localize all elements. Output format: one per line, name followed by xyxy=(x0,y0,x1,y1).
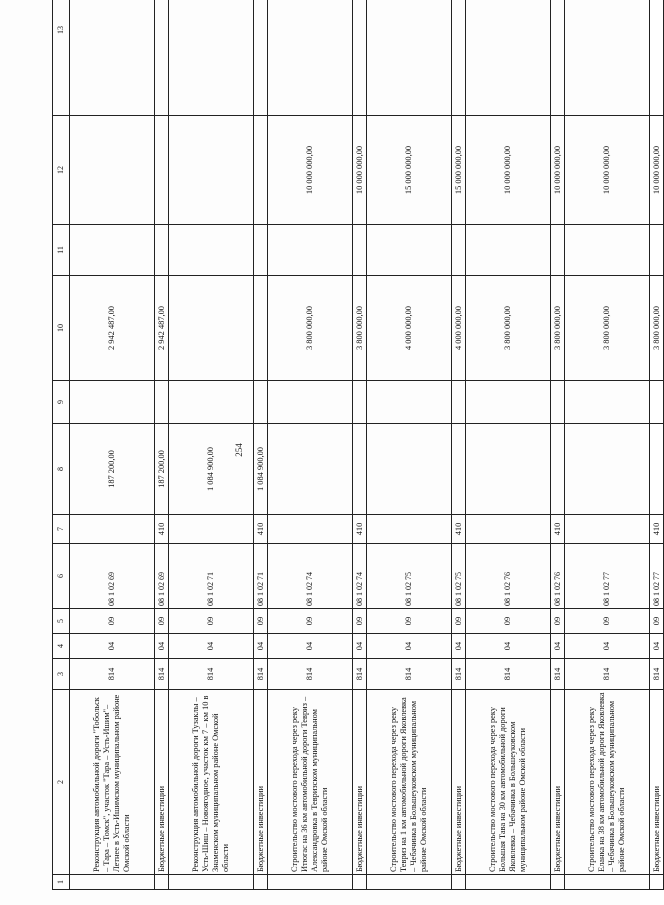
budget-table-body xyxy=(53,0,664,890)
header-cell: 13 xyxy=(53,0,70,116)
value-cell: 09 xyxy=(70,609,155,634)
row-name-cell: Строительство мостового перехода через реку Тевриз на 1 км автомобильной дороги Яковлевка – Чебачинка в Большеуковском муниципальном районе Омской области xyxy=(367,690,452,875)
value-cell: 09 xyxy=(254,609,268,634)
header-cell: 11 xyxy=(53,225,70,276)
value-cell xyxy=(268,0,353,116)
value-cell: 08 1 02 76 xyxy=(466,544,551,609)
value-cell: 04 xyxy=(70,634,155,659)
value-cell: 814 xyxy=(169,659,254,690)
value-cell: 04 xyxy=(452,634,466,659)
index-cell xyxy=(155,875,169,890)
row-name-cell: Бюджетные инвестиции xyxy=(353,690,367,875)
budget-table xyxy=(52,0,664,890)
index-cell xyxy=(367,875,452,890)
value-cell: 09 xyxy=(268,609,353,634)
value-cell xyxy=(169,0,254,116)
header-cell: 12 xyxy=(53,116,70,225)
value-cell xyxy=(650,225,664,276)
value-cell: 09 xyxy=(650,609,664,634)
value-cell xyxy=(353,225,367,276)
value-cell: 814 xyxy=(452,659,466,690)
value-cell xyxy=(466,515,551,544)
value-cell xyxy=(169,276,254,381)
value-cell: 08 1 02 77 xyxy=(565,544,650,609)
investment-row xyxy=(353,0,367,890)
value-cell xyxy=(452,0,466,116)
value-cell xyxy=(452,381,466,424)
value-cell: 814 xyxy=(155,659,169,690)
value-cell xyxy=(565,0,650,116)
page-number: 254 xyxy=(234,443,244,457)
value-cell xyxy=(466,0,551,116)
value-cell: 410 xyxy=(254,515,268,544)
value-cell: 814 xyxy=(268,659,353,690)
value-cell: 04 xyxy=(254,634,268,659)
value-cell xyxy=(650,381,664,424)
value-cell: 15 000 000,00 xyxy=(367,116,452,225)
value-cell xyxy=(466,381,551,424)
header-cell: 2 xyxy=(53,690,70,875)
value-cell xyxy=(367,0,452,116)
value-cell: 04 xyxy=(169,634,254,659)
row-name-cell: Строительство мостового перехода через реку Еланка на 38 км автомобильной дороги Яковлевка – Чебачинка в Большеуковском муниципальном районе Омской области xyxy=(565,690,650,875)
value-cell xyxy=(367,424,452,515)
row-name-cell: Бюджетные инвестиции xyxy=(452,690,466,875)
value-cell: 04 xyxy=(353,634,367,659)
value-cell xyxy=(353,424,367,515)
value-cell: 09 xyxy=(466,609,551,634)
value-cell: 09 xyxy=(155,609,169,634)
value-cell xyxy=(367,381,452,424)
value-cell xyxy=(155,0,169,116)
header-cell: 1 xyxy=(53,875,70,890)
value-cell: 08 1 02 71 xyxy=(169,544,254,609)
value-cell xyxy=(650,0,664,116)
rotated-table-container xyxy=(52,10,661,890)
value-cell: 08 1 02 69 xyxy=(70,544,155,609)
value-cell xyxy=(565,515,650,544)
value-cell xyxy=(268,381,353,424)
value-cell: 814 xyxy=(551,659,565,690)
value-cell xyxy=(254,116,268,225)
value-cell xyxy=(70,381,155,424)
value-cell: 09 xyxy=(452,609,466,634)
value-cell: 08 1 02 74 xyxy=(353,544,367,609)
value-cell xyxy=(70,225,155,276)
value-cell xyxy=(466,424,551,515)
project-row xyxy=(565,0,650,890)
index-cell xyxy=(565,875,650,890)
value-cell xyxy=(268,424,353,515)
value-cell: 410 xyxy=(353,515,367,544)
value-cell: 187 200,00 xyxy=(70,424,155,515)
value-cell: 09 xyxy=(367,609,452,634)
index-cell xyxy=(169,875,254,890)
value-cell: 3 800 000,00 xyxy=(551,276,565,381)
value-cell: 1 084 900,00 xyxy=(254,424,268,515)
value-cell xyxy=(169,381,254,424)
project-row xyxy=(268,0,353,890)
value-cell: 09 xyxy=(551,609,565,634)
value-cell: 814 xyxy=(353,659,367,690)
value-cell xyxy=(70,116,155,225)
row-name-cell: Строительство мостового перехода через реку Большая Тава на 30 км автомобильной дороги Яковлевка – Чебачинка в Большеуковском муниципальном районе Омской области xyxy=(466,690,551,875)
value-cell xyxy=(551,381,565,424)
value-cell: 814 xyxy=(466,659,551,690)
value-cell xyxy=(551,424,565,515)
value-cell: 4 000 000,00 xyxy=(367,276,452,381)
value-cell: 10 000 000,00 xyxy=(650,116,664,225)
value-cell: 3 800 000,00 xyxy=(466,276,551,381)
value-cell: 3 800 000,00 xyxy=(353,276,367,381)
value-cell: 410 xyxy=(452,515,466,544)
value-cell: 04 xyxy=(268,634,353,659)
value-cell: 04 xyxy=(155,634,169,659)
value-cell: 04 xyxy=(650,634,664,659)
index-cell xyxy=(551,875,565,890)
value-cell xyxy=(70,0,155,116)
project-row xyxy=(169,0,254,890)
project-row xyxy=(466,0,551,890)
value-cell: 2 942 487,00 xyxy=(155,276,169,381)
value-cell xyxy=(155,116,169,225)
row-name-cell: Бюджетные инвестиции xyxy=(155,690,169,875)
value-cell: 04 xyxy=(466,634,551,659)
value-cell: 04 xyxy=(551,634,565,659)
value-cell: 410 xyxy=(650,515,664,544)
value-cell xyxy=(551,0,565,116)
value-cell xyxy=(367,225,452,276)
value-cell: 410 xyxy=(551,515,565,544)
value-cell xyxy=(70,515,155,544)
value-cell: 410 xyxy=(155,515,169,544)
value-cell: 08 1 02 71 xyxy=(254,544,268,609)
value-cell: 08 1 02 75 xyxy=(452,544,466,609)
investment-row xyxy=(452,0,466,890)
value-cell xyxy=(565,225,650,276)
value-cell xyxy=(353,0,367,116)
header-cell: 6 xyxy=(53,544,70,609)
row-name-cell: Бюджетные инвестиции xyxy=(254,690,268,875)
investment-row xyxy=(155,0,169,890)
value-cell xyxy=(254,381,268,424)
value-cell xyxy=(650,424,664,515)
value-cell xyxy=(254,276,268,381)
value-cell: 814 xyxy=(70,659,155,690)
project-row xyxy=(70,0,155,890)
value-cell: 10 000 000,00 xyxy=(268,116,353,225)
value-cell xyxy=(155,381,169,424)
value-cell: 10 000 000,00 xyxy=(551,116,565,225)
value-cell: 10 000 000,00 xyxy=(466,116,551,225)
value-cell xyxy=(353,381,367,424)
value-cell: 08 1 02 74 xyxy=(268,544,353,609)
value-cell: 10 000 000,00 xyxy=(353,116,367,225)
value-cell xyxy=(155,225,169,276)
value-cell: 10 000 000,00 xyxy=(565,116,650,225)
value-cell: 814 xyxy=(367,659,452,690)
value-cell xyxy=(551,225,565,276)
value-cell: 08 1 02 76 xyxy=(551,544,565,609)
value-cell xyxy=(452,225,466,276)
row-name-cell: Строительство мостового перехода через реку Итюгас на 36 км автомобильной дороги Тевриз – Александровка в Тевризском муниципальном районе Омской области xyxy=(268,690,353,875)
value-cell: 04 xyxy=(367,634,452,659)
value-cell: 09 xyxy=(353,609,367,634)
value-cell: 3 800 000,00 xyxy=(650,276,664,381)
value-cell xyxy=(254,0,268,116)
value-cell: 814 xyxy=(565,659,650,690)
value-cell: 3 800 000,00 xyxy=(268,276,353,381)
row-name-cell: Бюджетные инвестиции xyxy=(650,690,664,875)
value-cell: 09 xyxy=(565,609,650,634)
value-cell: 4 000 000,00 xyxy=(452,276,466,381)
index-cell xyxy=(254,875,268,890)
index-cell xyxy=(268,875,353,890)
investment-row xyxy=(551,0,565,890)
index-cell xyxy=(466,875,551,890)
header-cell: 4 xyxy=(53,634,70,659)
value-cell xyxy=(452,424,466,515)
value-cell: 814 xyxy=(650,659,664,690)
value-cell xyxy=(565,424,650,515)
row-name-cell: Реконструкция автомобильной дороги Тузаклы – Усть-Шиш – Новоягодное, участок км 7 – км 10 в Знаменском муниципальном районе Омской области xyxy=(169,690,254,875)
value-cell: 3 800 000,00 xyxy=(565,276,650,381)
row-name-cell: Бюджетные инвестиции xyxy=(551,690,565,875)
value-cell xyxy=(268,515,353,544)
value-cell: 1 084 900,00 xyxy=(169,424,254,515)
header-cell: 10 xyxy=(53,276,70,381)
value-cell: 814 xyxy=(254,659,268,690)
index-cell xyxy=(353,875,367,890)
project-row xyxy=(367,0,452,890)
value-cell xyxy=(169,515,254,544)
index-cell xyxy=(452,875,466,890)
header-row xyxy=(53,0,70,890)
value-cell xyxy=(466,225,551,276)
investment-row xyxy=(254,0,268,890)
index-cell xyxy=(70,875,155,890)
value-cell: 04 xyxy=(565,634,650,659)
value-cell xyxy=(268,225,353,276)
index-cell xyxy=(650,875,664,890)
header-cell: 7 xyxy=(53,515,70,544)
value-cell xyxy=(254,225,268,276)
value-cell: 2 942 487,00 xyxy=(70,276,155,381)
header-cell: 8 xyxy=(53,424,70,515)
value-cell xyxy=(169,116,254,225)
value-cell: 09 xyxy=(169,609,254,634)
investment-row xyxy=(650,0,664,890)
value-cell xyxy=(367,515,452,544)
value-cell xyxy=(169,225,254,276)
header-cell: 5 xyxy=(53,609,70,634)
value-cell: 187 200,00 xyxy=(155,424,169,515)
value-cell: 08 1 02 69 xyxy=(155,544,169,609)
value-cell: 08 1 02 77 xyxy=(650,544,664,609)
value-cell: 15 000 000,00 xyxy=(452,116,466,225)
header-cell: 3 xyxy=(53,659,70,690)
row-name-cell: Реконструкция автомобильной дороги "Тобольск – Тара – Томск", участок "Тара – Усть-Ишим"–Летнее в Усть-Ишимском муниципальном районе Омской области xyxy=(70,690,155,875)
header-cell: 9 xyxy=(53,381,70,424)
value-cell xyxy=(565,381,650,424)
value-cell: 08 1 02 75 xyxy=(367,544,452,609)
